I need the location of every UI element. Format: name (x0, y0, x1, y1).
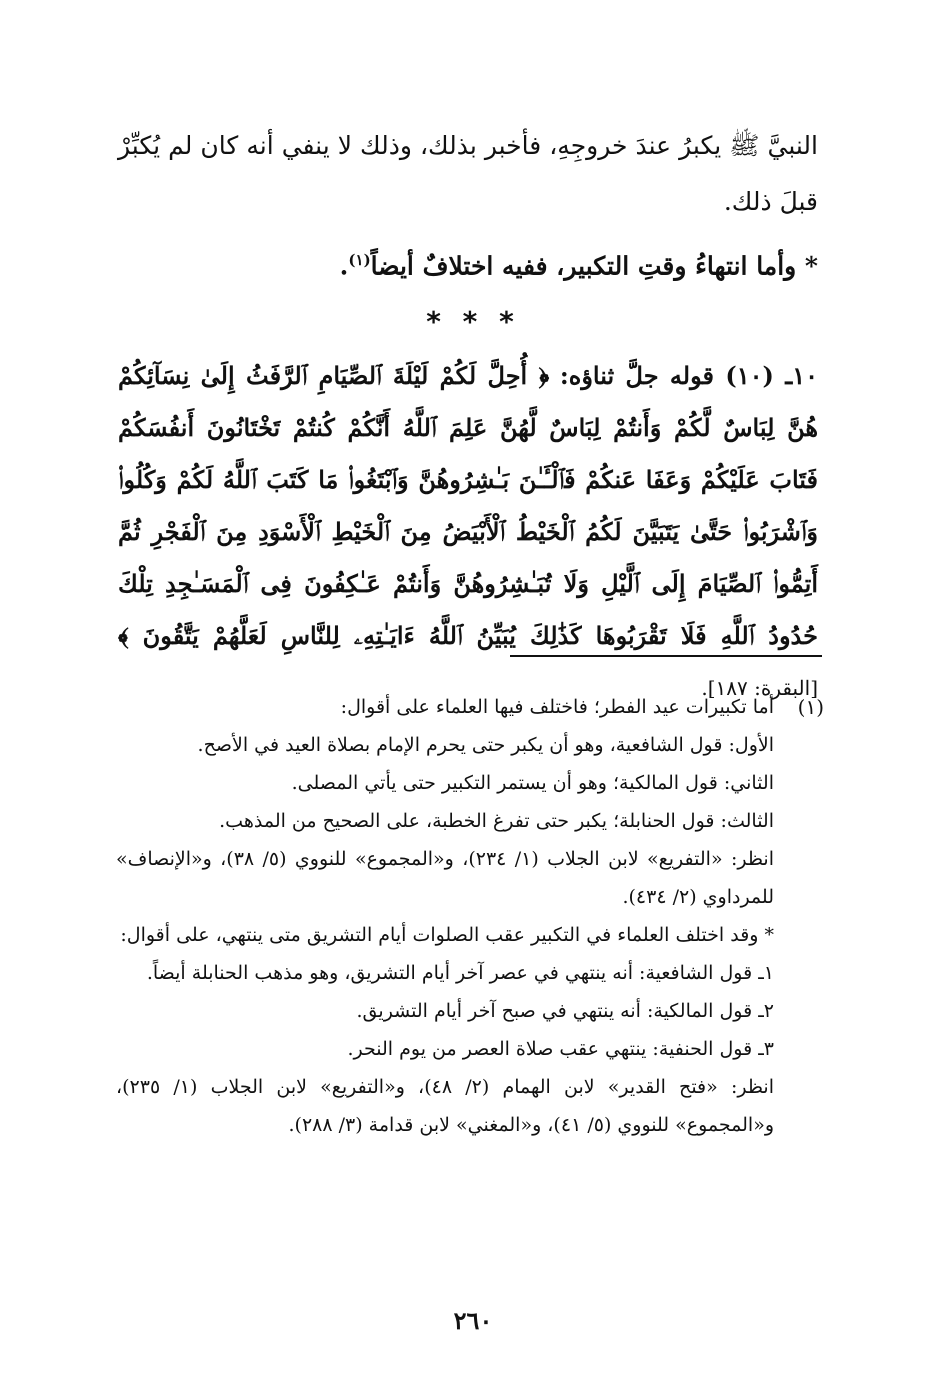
paragraph-intro: النبيَّ ﷺ يكبرُ عندَ خروجِهِ، فأخبر بذلك، وذلك لا ينفي أنه كان لم يُكبِّرْ قبلَ ذلك. (118, 131, 818, 216)
footnote-divider (510, 655, 822, 657)
footnote-reference-1[interactable]: (١) (348, 251, 371, 269)
footnote-line: الثالث: قول الحنابلة؛ يكبر حتى تفرغ الخطبة، على الصحيح من المذهب. (219, 810, 774, 832)
verse-reference: [البقرة: ١٨٧]. (701, 676, 818, 700)
section-separator: * * * (426, 305, 520, 338)
footnote-line: انظر: «فتح القدير» لابن الهمام (٢/ ٤٨)، و«التفريع» لابن الجلاب (١/ ٢٣٥)، و«المجموع» للنووي (٥/ ٤١)، و«المغني» لابن قدامة (٣/ ٢٨٨). (116, 1076, 774, 1136)
verse-heading: ١٠ـ (١٠) قوله جلَّ ثناؤه: (559, 361, 819, 390)
footnote-line: ٢ـ قول المالكية: أنه ينتهي في صبح آخر أيام التشريق. (356, 1000, 774, 1022)
quran-verse-text: ﴿ أُحِلَّ لَكُمْ لَيْلَةَ ٱلصِّيَامِ ٱلرَّفَثُ إِلَىٰ نِسَآئِكُمْ هُنَّ لِبَاسٌ لَّكُمْ وَأَنتُمْ لِبَاسٌ لَّهُنَّ عَلِمَ ٱللَّهُ أَنَّكُمْ كُنتُمْ تَخْتَانُونَ أَنفُسَكُمْ فَتَابَ عَلَيْكُمْ وَعَفَا عَنكُمْ فَٱلْـَٔـٰنَ بَـٰشِرُوهُنَّ وَٱبْتَغُوا۟ مَا كَتَبَ ٱللَّهُ لَكُمْ وَكُلُوا۟ وَٱشْرَبُوا۟ حَتَّىٰ يَتَبَيَّنَ لَكُمُ ٱلْخَيْطُ ٱلْأَبْيَضُ مِنَ ٱلْخَيْطِ ٱلْأَسْوَدِ مِنَ ٱلْفَجْرِ ثُمَّ أَتِمُّوا۟ ٱلصِّيَامَ إِلَى ٱلَّيْلِ وَلَا تُبَـٰشِرُوهُنَّ وَأَنتُمْ عَـٰكِفُونَ فِى ٱلْمَسَـٰجِدِ تِلْكَ حُدُودُ ٱللَّهِ فَلَا تَقْرَبُوهَا كَذَٰلِكَ يُبَيِّنُ ٱللَّهُ ءَايَـٰتِهِۦ لِلنَّاسِ لَعَلَّهُمْ يَتَّقُونَ ﴾ (118, 361, 818, 650)
paragraph-end-time-period: . (339, 251, 349, 281)
footnote-line: أما تكبيرات عيد الفطر؛ فاختلف فيها العلماء على أقوال: (340, 696, 774, 718)
footnote-line: الثاني: قول المالكية؛ وهو أن يستمر التكبير حتى يأتي المصلى. (291, 772, 774, 794)
footnote-marker: (١) (797, 695, 824, 719)
footnote-line: ١ـ قول الشافعية: أنه ينتهي في عصر آخر أيام التشريق، وهو مذهب الحنابلة أيضاً. (146, 962, 774, 984)
footnote-line: * وقد اختلف العلماء في التكبير عقب الصلوات أيام التشريق متى ينتهي، على أقوال: (120, 924, 774, 946)
footnote-line: ٣ـ قول الحنفية: ينتهي عقب صلاة العصر من يوم النحر. (347, 1038, 774, 1060)
paragraph-end-time-text: * وأما انتهاءُ وقتِ التكبير، ففيه اختلافٌ أيضاً (370, 251, 818, 281)
paragraph-end-time (118, 232, 818, 294)
verse-block (118, 350, 818, 714)
footnote-body (116, 688, 774, 1144)
page-number: ٢٦٠ (453, 1306, 493, 1335)
footnote-line: انظر: «التفريع» لابن الجلاب (١/ ٢٣٤)، و«المجموع» للنووي (٥/ ٣٨)، و«الإنصاف» للمرداوي (٢/ ٤٣٤). (116, 848, 774, 908)
footnote-line: الأول: قول الشافعية، وهو أن يكبر حتى يحرم الإمام بصلاة العيد في الأصح. (197, 734, 774, 756)
